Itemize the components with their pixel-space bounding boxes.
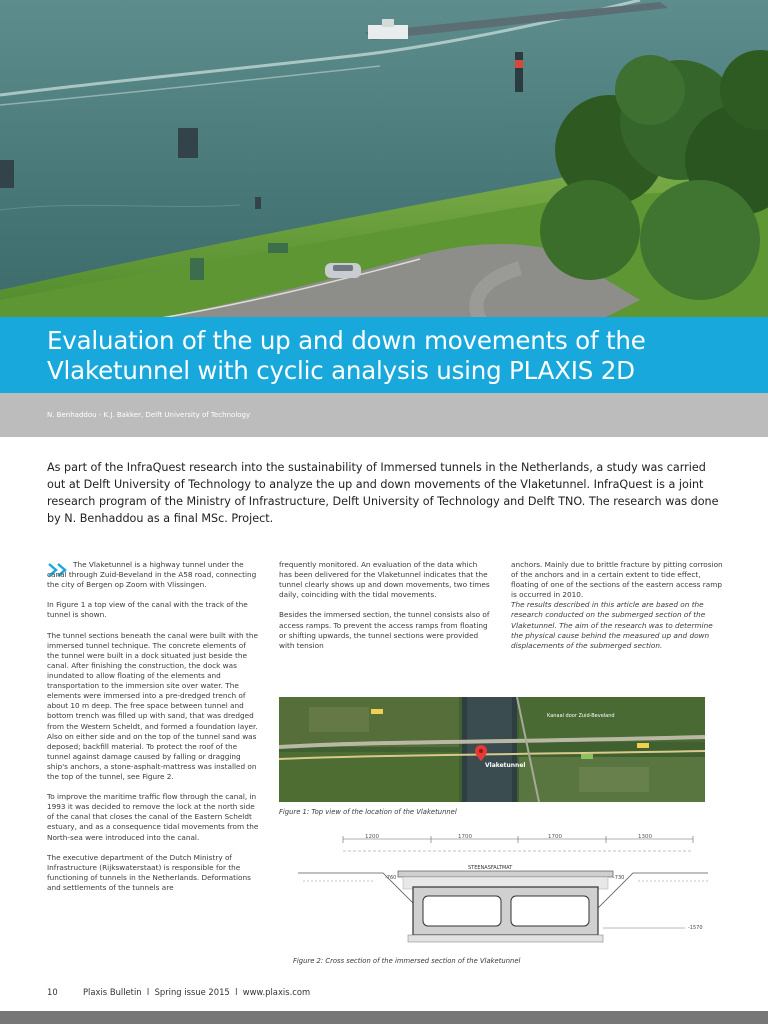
body-column-1 [47,560,260,903]
level-label: -730 [613,875,625,881]
map-place-label: Kanaal door Zuid-Beveland [547,713,615,719]
paragraph: In Figure 1 a top view of the canal with the track of the tunnel is shown. [47,600,248,620]
article-title: Evaluation of the up and down movements of the Vlaketunnel with cyclic analysis using PLAXIS 2D [47,326,646,385]
article-authors: N. Benhaddou - K.J. Bakker, Delft University of Technology [47,411,251,419]
level-label: -1570 [688,925,703,931]
page-footer [47,987,310,997]
paragraph: The tunnel sections beneath the canal were built with the immersed tunnel technique. The concrete elements of the tunnel were built in a dock situated just beside the canal. After finishing the construction, the dock was inundated to allow floating of the elements and transportation to the immersion site over water. The elements were immersed into a pre-dredged trench of about 10 m deep. The free space between tunnel and bottom trench was filled up with sand, that was dredged from the Western Scheldt, and formed a foundation layer. Also on either side and on the top of the tunnel sand was deposed; backfill material. To protect the roof of the tunnel against damage caused by falling or dragging ship's anchors, a stone-asphalt-mattress was installed on the top of the tunnel, see Figure 2. [47,630,258,781]
paragraph: The executive department of the Dutch Ministry of Infrastructure (Rijkswaterstaat) is responsible for the functioning of tunnels in the Netherlands. Deformations and settlements of the tunnels are [47,852,251,892]
footer-text: Plaxis Bulletin l Spring issue 2015 l www.plaxis.com [83,987,311,997]
dimension-label: 1700 [548,834,562,840]
paragraph: anchors. Mainly due to brittle fracture by pitting corrosion of the anchors and in a certain extent to tide effect, floating of one of the sections of the eastern access ramp is occurred in 2010. [511,560,723,600]
body-column-3 [511,560,724,661]
hero-photo [0,0,768,320]
paragraph: frequently monitored. An evaluation of the data which has been delivered for the Vlaketunnel indicates that the tunnel clearly shows up and down movements, two times daily, coinciding with the tidal movements. [279,560,490,600]
paragraph [47,560,260,590]
article-intro: As part of the InfraQuest research into the sustainability of Immersed tunnels in the Netherlands, a study was carried out at Delft University of Technology to analyze the up and down movements of the Vlaketunnel. InfraQuest is a joint research program of the Ministry of Infrastructure, Delft University of Technology and Delft TNO. The research was done by N. Benhaddou as a final MSc. Project. [47,461,719,525]
paragraph: Besides the immersed section, the tunnel consists also of access ramps. To prevent the access ramps from floating or shifting upwards, the tunnel sections were provided with tension [279,610,490,650]
bottom-bar [0,1011,768,1024]
paragraph-text: The Vlaketunnel is a highway tunnel under the canal through Zuid-Beveland in the A58 road, connecting the city of Bergen op Zoom with Vlissingen. [47,560,257,590]
paragraph-italic: The results described in this article are based on the research conducted on the submerged section of the Vlaketunnel. The aim of the research was to determine the physical cause behind the measured up and down displacements of the submerged section. [511,600,713,650]
title-band [0,317,768,393]
author-band [0,393,768,437]
figure-2-caption: Figure 2: Cross section of the immersed section of the Vlaketunnel [293,957,521,965]
figure-1-caption: Figure 1: Top view of the location of the Vlaketunnel [279,808,457,816]
paragraph: To improve the maritime traffic flow through the canal, in 1993 it was decided to remove the lock at the north side of the canal that closes the canal of the Eastern Scheldt estuary, and as a consequence tidal movements from the North-sea were introduced into the canal. [47,792,259,842]
figure-1-map [279,697,705,802]
body-column-2 [279,560,492,661]
dimension-label: 1300 [638,834,652,840]
dimension-label: 1700 [458,834,472,840]
level-label: -760 [385,875,397,881]
page-number: 10 [47,987,58,997]
dimension-label: 1200 [365,834,379,840]
map-marker-label: Vlaketunnel [485,762,526,769]
figure-2-cross-section [293,833,713,953]
layer-label: STEENASFALTMAT [468,865,513,871]
